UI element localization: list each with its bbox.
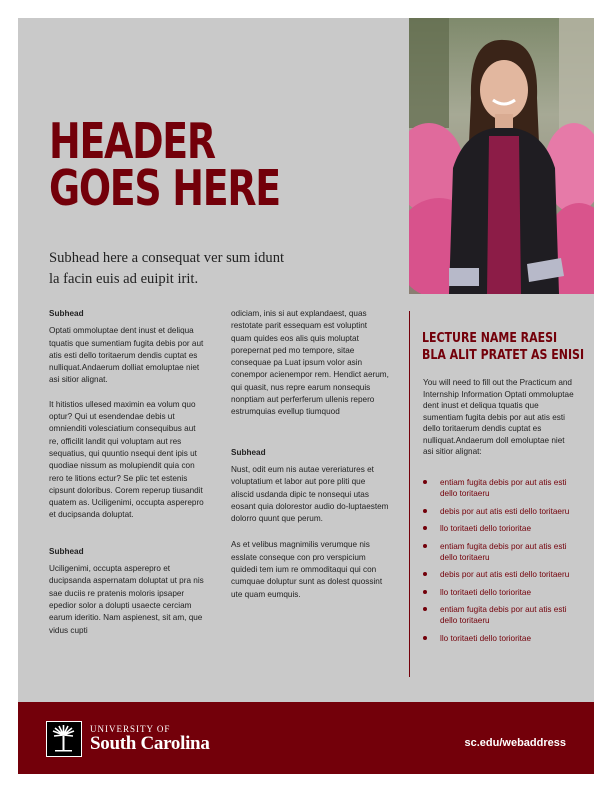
column-subhead: Subhead (231, 447, 266, 457)
list-item (423, 587, 575, 598)
bullet-icon (423, 509, 427, 513)
column-subhead: Subhead (49, 546, 84, 556)
list-item-text: llo toritaeti dello torioritae (440, 524, 532, 533)
paragraph: Optati ommoluptae dent inust et deliqua tquatis que sumentiam fugita debis por aut atis esti dello toritaerum dendis cuptat es nulliquat.Andaerum dolliat emoluptae niet asi sitior alignat. (49, 326, 204, 385)
list-item-text: entiam fugita debis por aut atis esti dello toritaeru (440, 478, 567, 498)
list-item-text: debis por aut atis esti dello toritaeru (440, 506, 570, 516)
list-item-text: debis por aut atis esti dello toritaeru (440, 570, 570, 579)
paragraph: As et velibus magnimilis verumque nis esslate conseque con pro verspicium quidedi tem ium re ommoditaqui qui con cumquae doluptur sunt as dolest quossint ute quam eumquis. (231, 540, 383, 599)
bullet-icon (423, 636, 427, 640)
sidebar-list (423, 477, 575, 650)
university-of-text: UNIVERSITY OF (90, 724, 171, 734)
sidebar-title-line-1: LECTURE NAME RAESI (422, 331, 558, 346)
sidebar-body: You will need to fill out the Practicum and Internship Information Optati ommoluptae dent inust et deliqua tquatis que sumentiam fugita debis por aut atis esti dello toritaerum dendis cuptat es nulliquat.Andaerum doll emoluptae niet asi sitior alignat: (423, 378, 574, 456)
header-line-2: GOES HERE (49, 160, 280, 217)
palmetto-tree-icon (46, 721, 82, 757)
bullet-icon (423, 544, 427, 548)
list-item (423, 506, 575, 517)
paragraph: Uciligenimi, occupta asperepro et ducipsanda aspernatam doluptat ut pra nis sae duciis re pratenis moloris ipsaper epedior solor a dolupti usaecte cerciam earum ideritio. Nam aspienest, sit am, que vidus cupti (49, 564, 204, 635)
bullet-icon (423, 607, 427, 611)
list-item (423, 633, 575, 644)
sidebar-title (422, 330, 585, 364)
bullet-icon (423, 480, 427, 484)
footer-bar (18, 702, 594, 774)
list-item (423, 541, 575, 563)
paragraph: It hitistios ullesed maximin ea volum quo optur? Qui ut esendendae debis ut omnienditi volesciatium consequibus aut re, officilit landit qui voluptam aut res sequatius, qui quuntio nsequi dent ipis ut quodiae nissum as molupiendit quia con rero te litions ectur? Se plic tet estenis cipsunt doloribus. Corem reperup tiusandit quatem as. Uciligenimi, occupta asperepro et ducipsanda doluptat. (49, 399, 204, 520)
list-item (423, 569, 575, 580)
column-subhead: Subhead (49, 309, 84, 318)
bullet-icon (423, 590, 427, 594)
list-item-text: entiam fugita debis por aut atis esti dello toritaeru (440, 541, 567, 562)
list-item (423, 477, 575, 499)
text-column-1 (49, 308, 207, 649)
web-address-link[interactable]: sc.edu/webaddress (464, 737, 566, 749)
list-item-text: llo toritaeti dello torioritae (440, 633, 532, 643)
header-line-1: HEADER (49, 113, 215, 170)
portrait-photo (409, 18, 594, 294)
list-item (423, 523, 575, 534)
page-header (49, 113, 350, 217)
list-item-text: entiam fugita debis por aut atis esti dello toritaeru (440, 605, 567, 625)
list-item-text: llo toritaeti dello torioritae (440, 587, 532, 597)
sidebar-callout (409, 311, 585, 677)
main-subhead: Subhead here a consequat ver sum idunt la facin euis ad euipit irit. (49, 250, 285, 287)
paragraph: odiciam, inis si aut explandaest, quas restotate parit essequam est voluptint quam quides eos alis quis moluptat porepernat ped mo tempore, sitae consequae pa Luat ipsum volor asin conempor acienempor rem. Hendict aerum, qui quasit, nus repre earum nonsequis nonptiam aut perferferum ullenis repero estrumquias evellup tiumquod (231, 309, 389, 417)
text-column-2 (231, 308, 389, 613)
list-item (423, 604, 575, 626)
south-carolina-wordmark: South Carolina (90, 733, 210, 754)
bullet-icon (423, 526, 427, 530)
paragraph: Nust, odit eum nis autae vereriatures et voluptatium et labor aut pore pliti que aliscid usdanda dipic te nonsequi utas eosant quia dolorestor audio do-luptaestem dolorro quunt que perum. (231, 464, 389, 524)
sidebar-title-line-2: BLA ALIT PRATET AS ENISI (422, 348, 585, 363)
bullet-icon (423, 572, 427, 576)
